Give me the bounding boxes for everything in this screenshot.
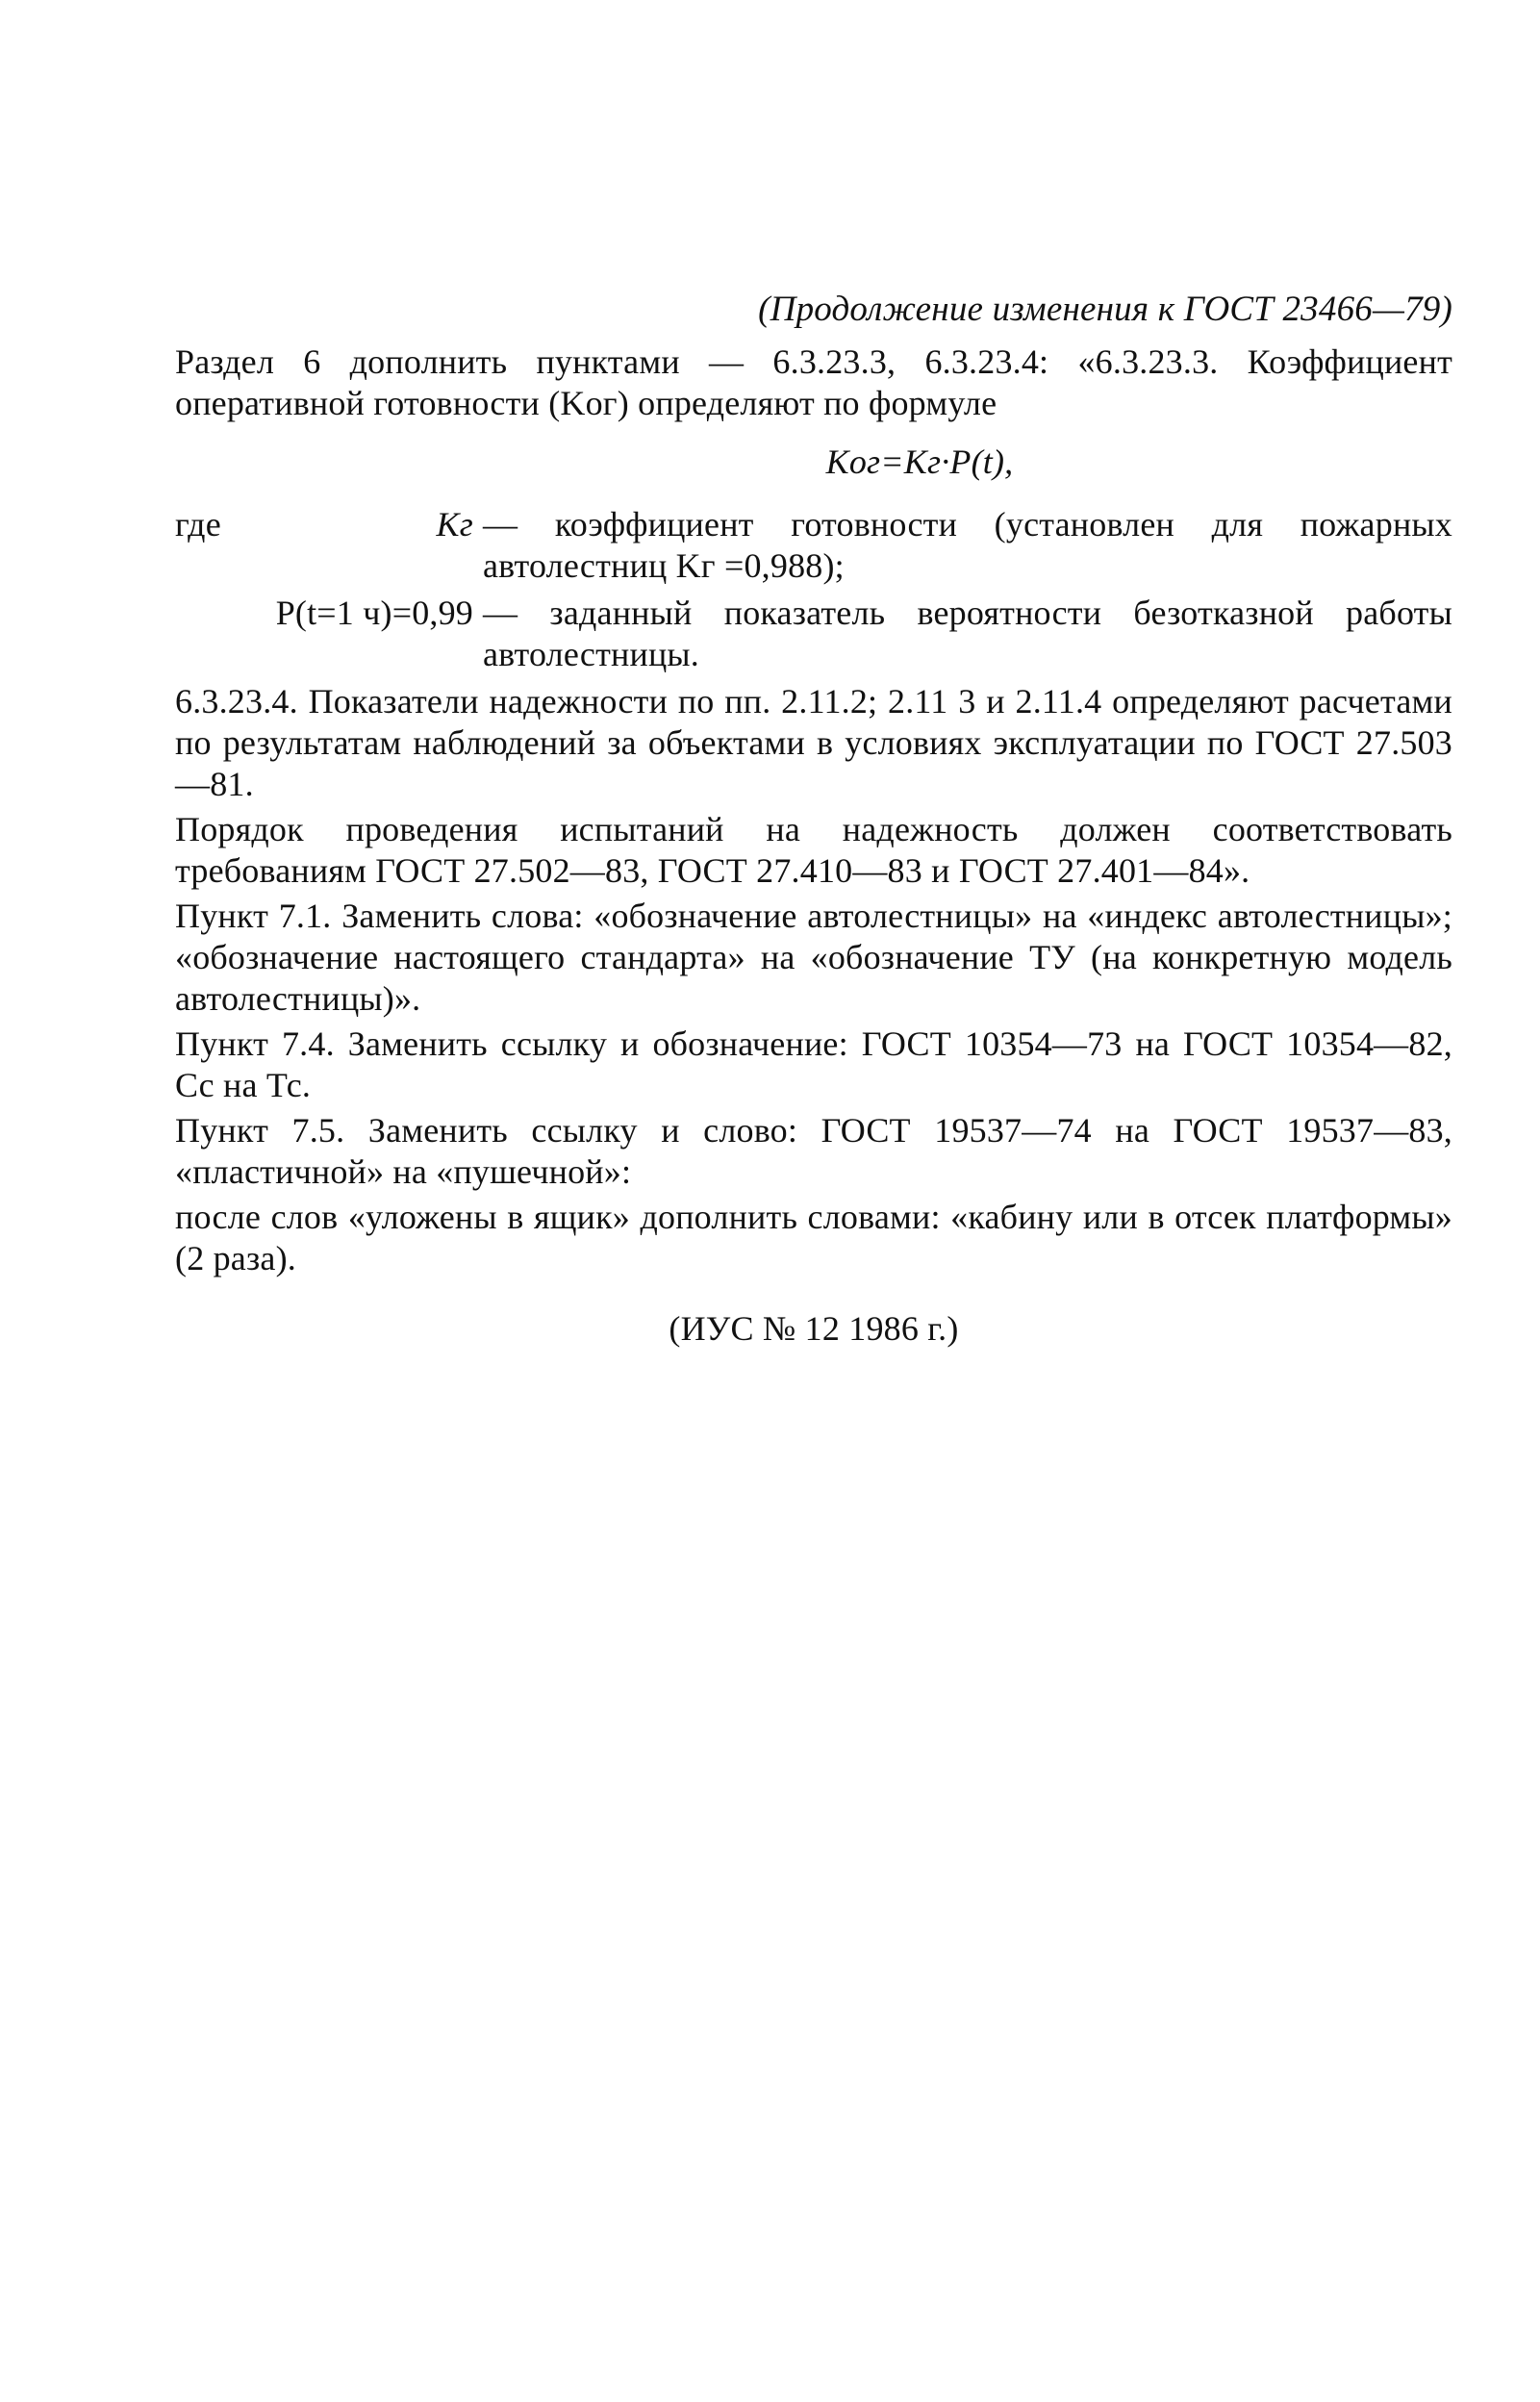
legend-symbol [175,504,483,587]
intro-paragraph [175,341,1452,424]
paragraph: после слов «уложены в ящик» дополнить словами: «кабину или в отсек платформы» (2 раза). [175,1198,1452,1277]
document-page [175,289,1452,1350]
formula: Kог=Kг·P(t), [825,442,1014,481]
legend-description: — заданный показатель вероятности безотказной работы автолестницы. [483,594,1452,673]
legend-lead: где [175,505,221,544]
document-footer: (ИУС № 12 1986 г.) [669,1309,959,1348]
paragraph: Порядок проведения испытаний на надежность должен соответствовать требованиям ГОСТ 27.502—83, ГОСТ 27.410—83 и ГОСТ 27.401—84». [175,810,1452,890]
intro-text: Раздел 6 дополнить пунктами — 6.3.23.3, 6.3.23.4: «6.3.23.3. Коэффициент оперативной готовности (Kог) определяют по формуле [175,342,1452,422]
paragraph: Пункт 7.1. Заменить слова: «обозначение автолестницы» на «индекс автолестницы»; «обозначение настоящего стандарта» на «обозначение ТУ (на конкретную модель автолестницы)». [175,897,1452,1018]
legend-row [175,593,1452,675]
legend-description: — коэффициент готовности (установлен для пожарных автолестниц Kг =0,988); [483,505,1452,585]
paragraph: 6.3.23.4. Показатели надежности по пп. 2.11.2; 2.11 3 и 2.11.4 определяют расчетами по результатам наблюдений за объектами в условиях эксплуатации по ГОСТ 27.503—81. [175,682,1452,803]
paragraph: Пункт 7.5. Заменить ссылку и слово: ГОСТ 19537—74 на ГОСТ 19537—83, «пластичной» на «пушечной»: [175,1111,1452,1191]
legend-row [175,504,1452,587]
paragraph: Пункт 7.4. Заменить ссылку и обозначение: ГОСТ 10354—73 на ГОСТ 10354—82, Сс на Тс. [175,1024,1452,1104]
document-header: (Продолжение изменения к ГОСТ 23466—79) [758,290,1452,329]
legend-symbol-text: P(t=1 ч)=0,99 [275,594,473,632]
legend-symbol-text: Kг [436,505,473,544]
legend-symbol [175,593,483,675]
